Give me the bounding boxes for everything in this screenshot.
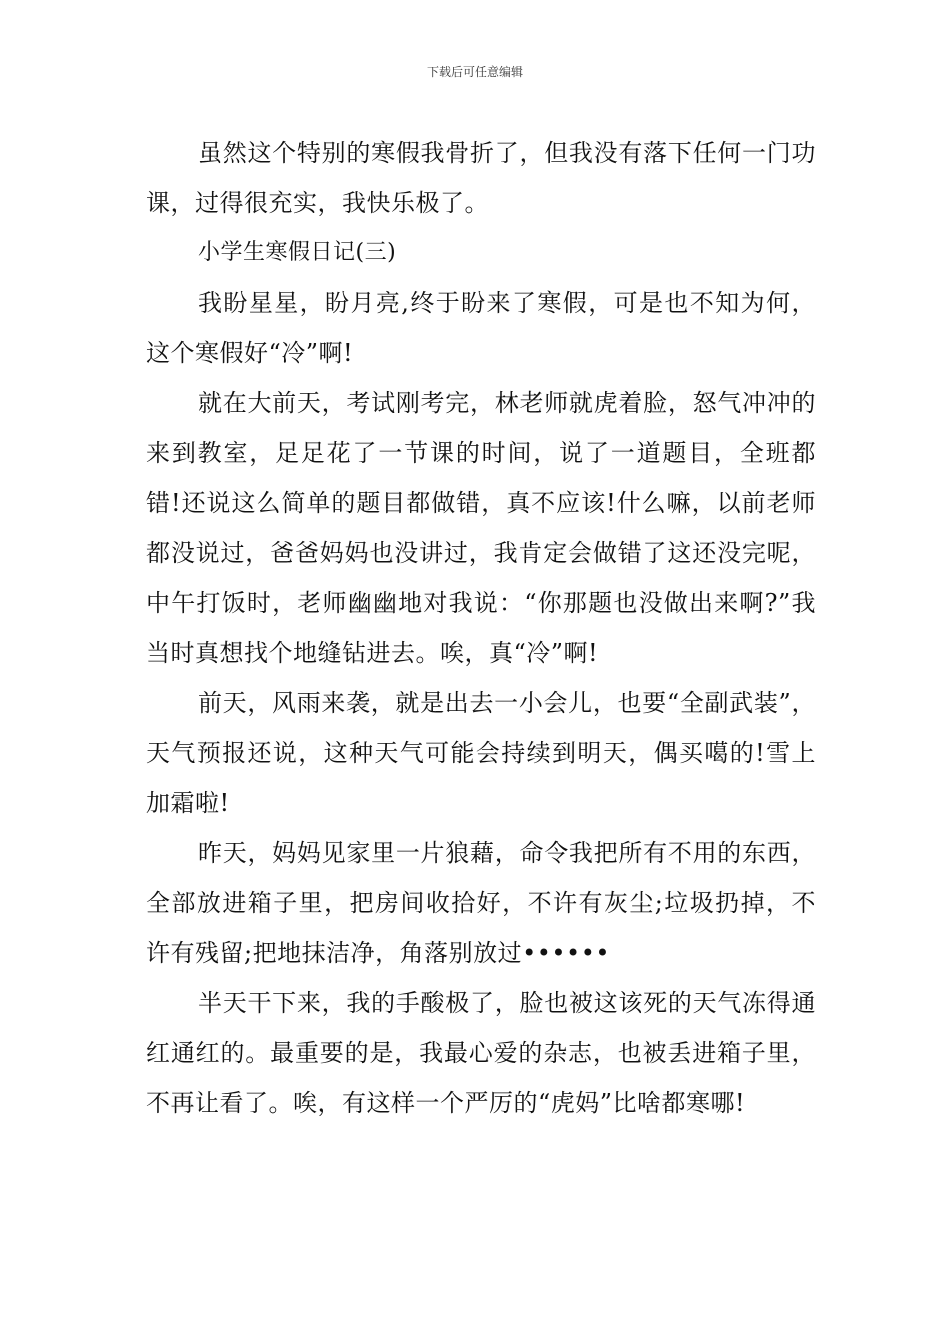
- paragraph-weather: 前天，风雨来袭，就是出去一小会儿，也要“全副武装”，天气预报还说，这种天气可能会持续到明天，偶买噶的!雪上加霜啦!: [146, 689, 816, 817]
- paragraph-exam: 就在大前天，考试刚考完，林老师就虎着脸，怒气冲冲的来到教室，足足花了一节课的时间，说了一道题目，全班都错!还说这么简单的题目都做错，真不应该!什么嘛，以前老师都没说过，爸爸妈妈也没讲过，我肯定会做错了这还没完呢，中午打饭时，老师幽幽地对我说：“你那题也没做出来啊?”我当时真想找个地缝钻进去。唉，真“冷”啊!: [146, 389, 816, 667]
- paragraph-cleaning: 昨天，妈妈见家里一片狼藉，命令我把所有不用的东西，全部放进箱子里，把房间收拾好，不许有灰尘;垃圾扔掉，不许有残留;把地抹洁净，角落别放过••••••: [146, 839, 816, 967]
- document-body: [146, 128, 816, 1128]
- diary-section-title: 小学生寒假日记(三): [198, 240, 397, 265]
- paragraph-intro: 我盼星星，盼月亮,终于盼来了寒假，可是也不知为何，这个寒假好“冷”啊!: [146, 289, 816, 367]
- page-header: 下载后可任意编辑: [426, 65, 523, 79]
- paragraph-conclusion: 虽然这个特别的寒假我骨折了，但我没有落下任何一门功课，过得很充实，我快乐极了。: [146, 139, 816, 217]
- paragraph-ending: 半天干下来，我的手酸极了，脸也被这该死的天气冻得通红通红的。最重要的是，我最心爱的杂志，也被丢进箱子里，不再让看了。唉，有这样一个严厉的“虎妈”比啥都寒哪!: [146, 989, 816, 1117]
